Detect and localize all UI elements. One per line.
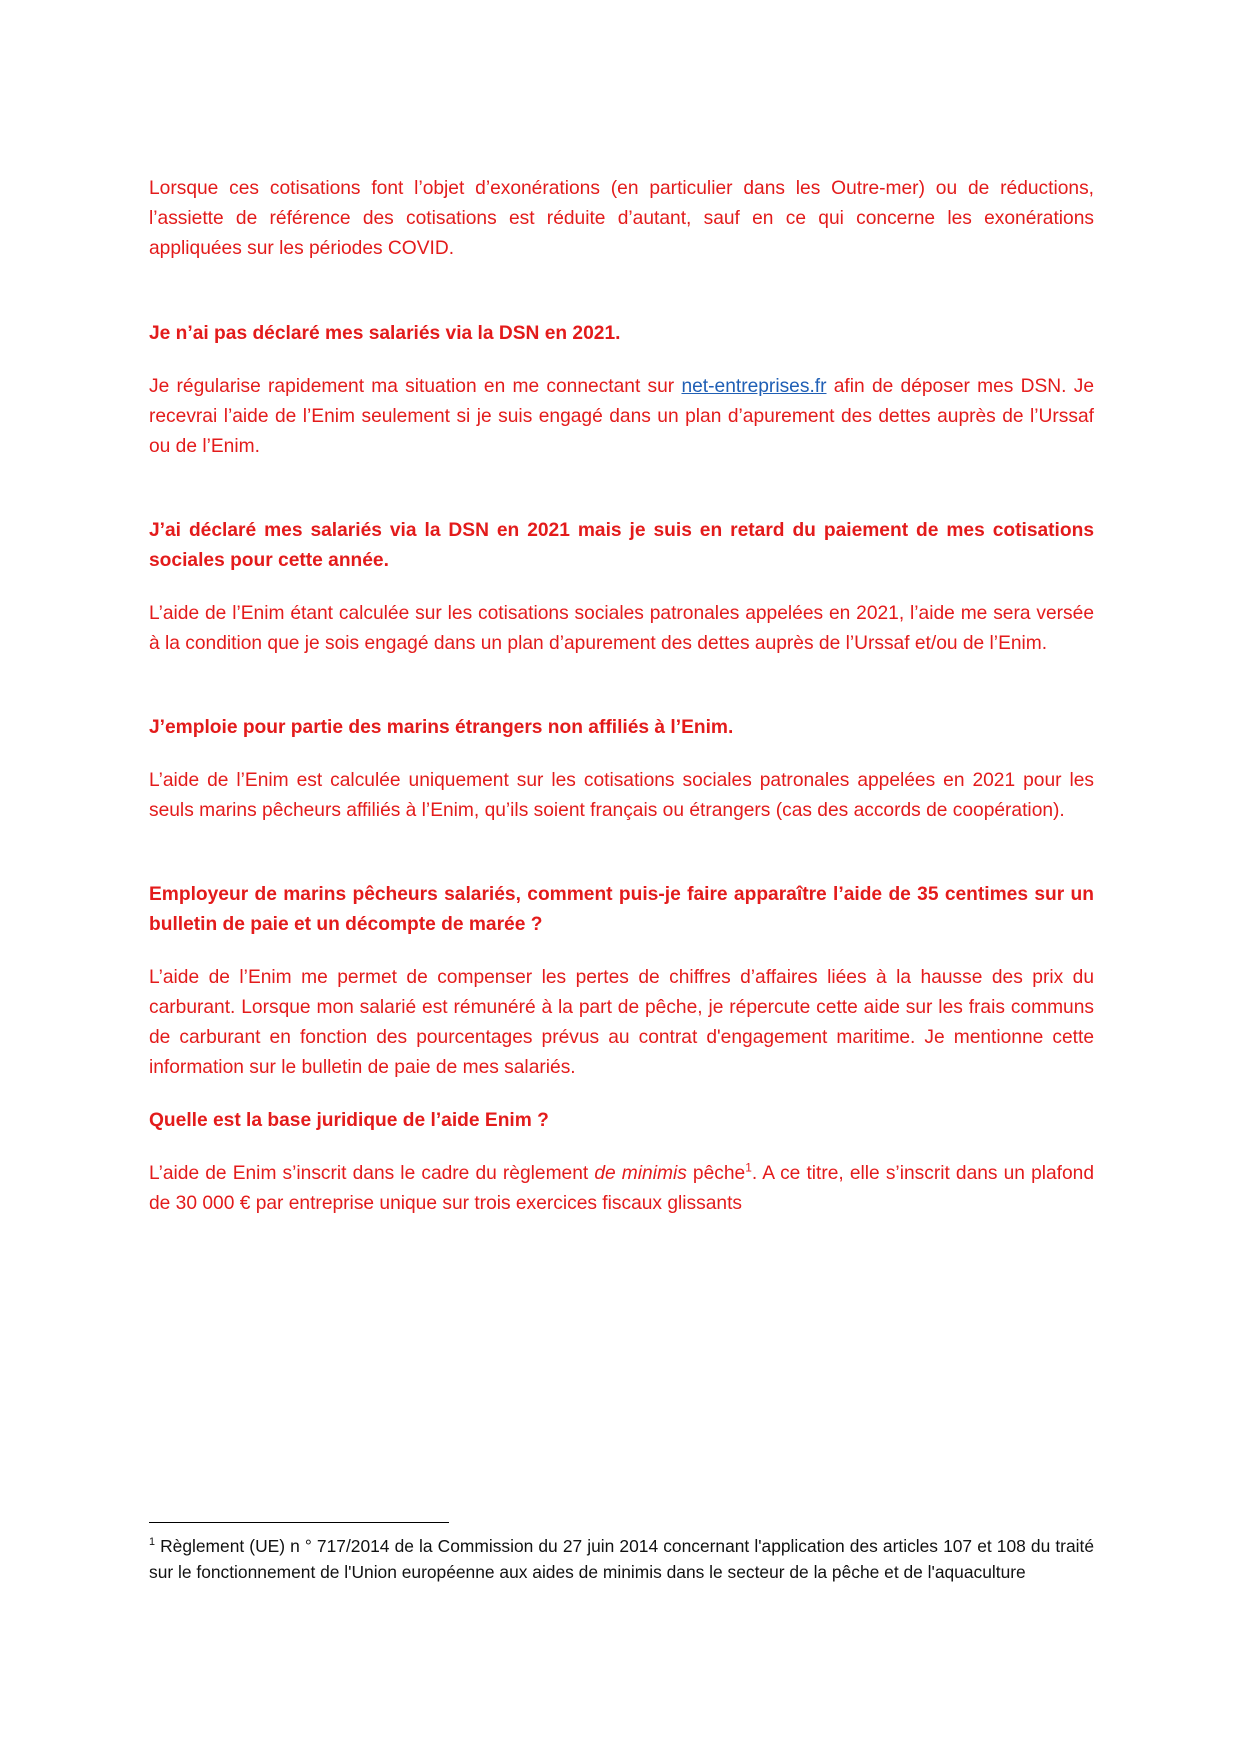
paragraph-payslip: L’aide de l’Enim me permet de compenser les pertes de chiffres d’affaires liées à la hausse des prix du carburant. Lorsque mon salarié est rémunéré à la part de pêche, je répercute cette aide sur les frais communs de carburant en fonction des pourcentages prévus au contrat d'engagement maritime. Je mentionne cette information sur le bulletin de paie de mes salariés. xyxy=(149,967,1094,1078)
heading-payslip: Employeur de marins pêcheurs salariés, comment puis-je faire apparaître l’aide de 35 centimes sur un bulletin de paie et un décompte de marée ? xyxy=(149,884,1094,935)
heading-legal-basis: Quelle est la base juridique de l’aide Enim ? xyxy=(149,1110,549,1131)
paragraph-foreign-sailors: L’aide de l’Enim est calculée uniquement sur les cotisations sociales patronales appelées en 2021 pour les seuls marins pêcheurs affiliés à l’Enim, qu’ils soient français ou étrangers (cas des accords de coopération). xyxy=(149,770,1094,821)
footnote-reference[interactable]: 1 xyxy=(745,1160,752,1175)
heading-late-payment: J’ai déclaré mes salariés via la DSN en 2021 mais je suis en retard du paiement de mes cotisations sociales pour cette année. xyxy=(149,520,1094,571)
paragraph-text: afin de déposer mes DSN. Je recevrai l’aide de l’Enim seulement si je suis engagé dans un plan d’apurement des dettes auprès de l’Urssaf ou de l’Enim. xyxy=(149,376,1095,457)
paragraph-regularisation xyxy=(149,372,1094,462)
italic-term: de minimis xyxy=(594,1163,687,1184)
document-body xyxy=(149,174,1094,1219)
paragraph-text: . A ce titre, elle s’inscrit dans un plafond de 30 000 € par entreprise unique sur trois exercices fiscaux glissants xyxy=(149,1163,1095,1214)
footnote xyxy=(149,1534,1094,1585)
paragraph-exonerations: Lorsque ces cotisations font l’objet d’exonérations (en particulier dans les Outre-mer) ou de réductions, l’assiette de référence des cotisations est réduite d’autant, sauf en ce qui concerne les exonérations appliquées sur les périodes COVID. xyxy=(149,178,1094,259)
net-entreprises-link[interactable]: net-entreprises.fr xyxy=(681,376,827,397)
footnote-mark: 1 xyxy=(149,1536,155,1549)
paragraph-late-payment: L’aide de l’Enim étant calculée sur les cotisations sociales patronales appelées en 2021, l’aide me sera versée à la condition que je sois engagé dans un plan d’apurement des dettes auprès de l’Urssaf et/ou de l’Enim. xyxy=(149,603,1094,654)
paragraph-text: pêche xyxy=(686,1163,746,1184)
paragraph-legal-basis xyxy=(149,1159,1094,1219)
footnote-separator xyxy=(149,1522,449,1523)
heading-dsn-not-declared: Je n’ai pas déclaré mes salariés via la DSN en 2021. xyxy=(149,323,621,344)
footnote-text: Règlement (UE) n ° 717/2014 de la Commission du 27 juin 2014 concernant l'application des articles 107 et 108 du traité sur le fonctionnement de l'Union européenne aux aides de minimis dans le secteur de la pêche et de l'aquaculture xyxy=(149,1536,1094,1582)
paragraph-text: Je régularise rapidement ma situation en me connectant sur xyxy=(149,376,682,397)
heading-foreign-sailors: J’emploie pour partie des marins étrangers non affiliés à l’Enim. xyxy=(149,717,734,738)
paragraph-text: L’aide de Enim s’inscrit dans le cadre du règlement xyxy=(149,1163,595,1184)
